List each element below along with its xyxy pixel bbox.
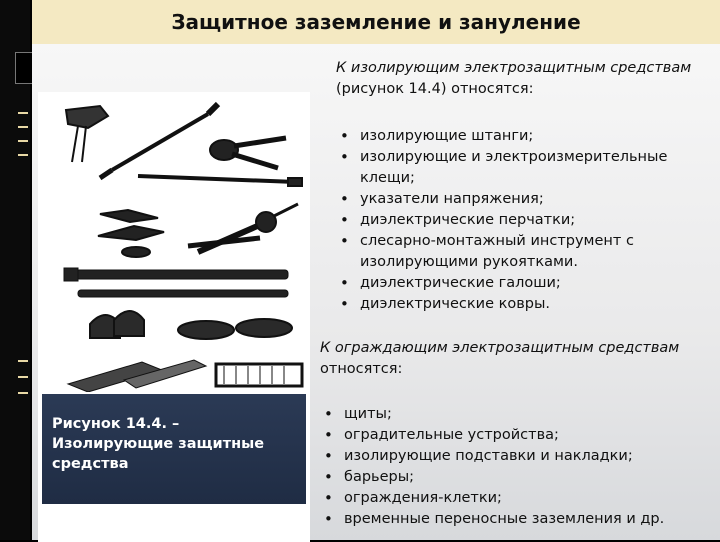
list-item: • изолирующие подставки и накладки; [318, 446, 708, 467]
slide-title: Защитное заземление и зануление [171, 10, 581, 34]
decor-line [18, 140, 28, 142]
list-item: • диэлектрические ковры. [334, 294, 694, 315]
insulating-intro [336, 58, 696, 100]
list-item: • изолирующие штанги; [334, 126, 694, 147]
decor-line [18, 154, 28, 156]
decor-square [15, 52, 33, 84]
list-item: • барьеры; [318, 467, 708, 488]
list-item: • слесарно-монтажный инструмент с изолирующими рукоятками. [334, 231, 694, 273]
fencing-intro [320, 338, 680, 380]
decor-line [18, 392, 28, 394]
list-item: • ограждения-клетки; [318, 488, 708, 509]
fencing-intro-italic: К ограждающим электрозащитным средствам [320, 340, 680, 356]
decor-line [18, 376, 28, 378]
list-item: • изолирующие и электроизмерительные клещи; [334, 147, 694, 189]
list-item: • временные переносные заземления и др. [318, 509, 708, 530]
insulating-intro-italic: К изолирующим электрозащитным средствам [336, 60, 692, 76]
list-item: • диэлектрические перчатки; [334, 210, 694, 231]
list-item: • оградительные устройства; [318, 425, 708, 446]
fencing-list [318, 404, 708, 530]
figure-caption: Рисунок 14.4. – Изолирующие защитные средства [52, 416, 265, 472]
fencing-intro-rest: относятся: [320, 361, 403, 377]
list-item: • указатели напряжения; [334, 189, 694, 210]
decor-line [18, 112, 28, 114]
list-item: • диэлектрические галоши; [334, 273, 694, 294]
decor-line [18, 126, 28, 128]
insulating-intro-rest: (рисунок 14.4) относятся: [336, 81, 534, 97]
list-item: • щиты; [318, 404, 708, 425]
insulating-list [334, 126, 694, 315]
title-bar [32, 0, 720, 44]
insulating-tools-drawing [38, 92, 310, 392]
decor-line [18, 360, 28, 362]
